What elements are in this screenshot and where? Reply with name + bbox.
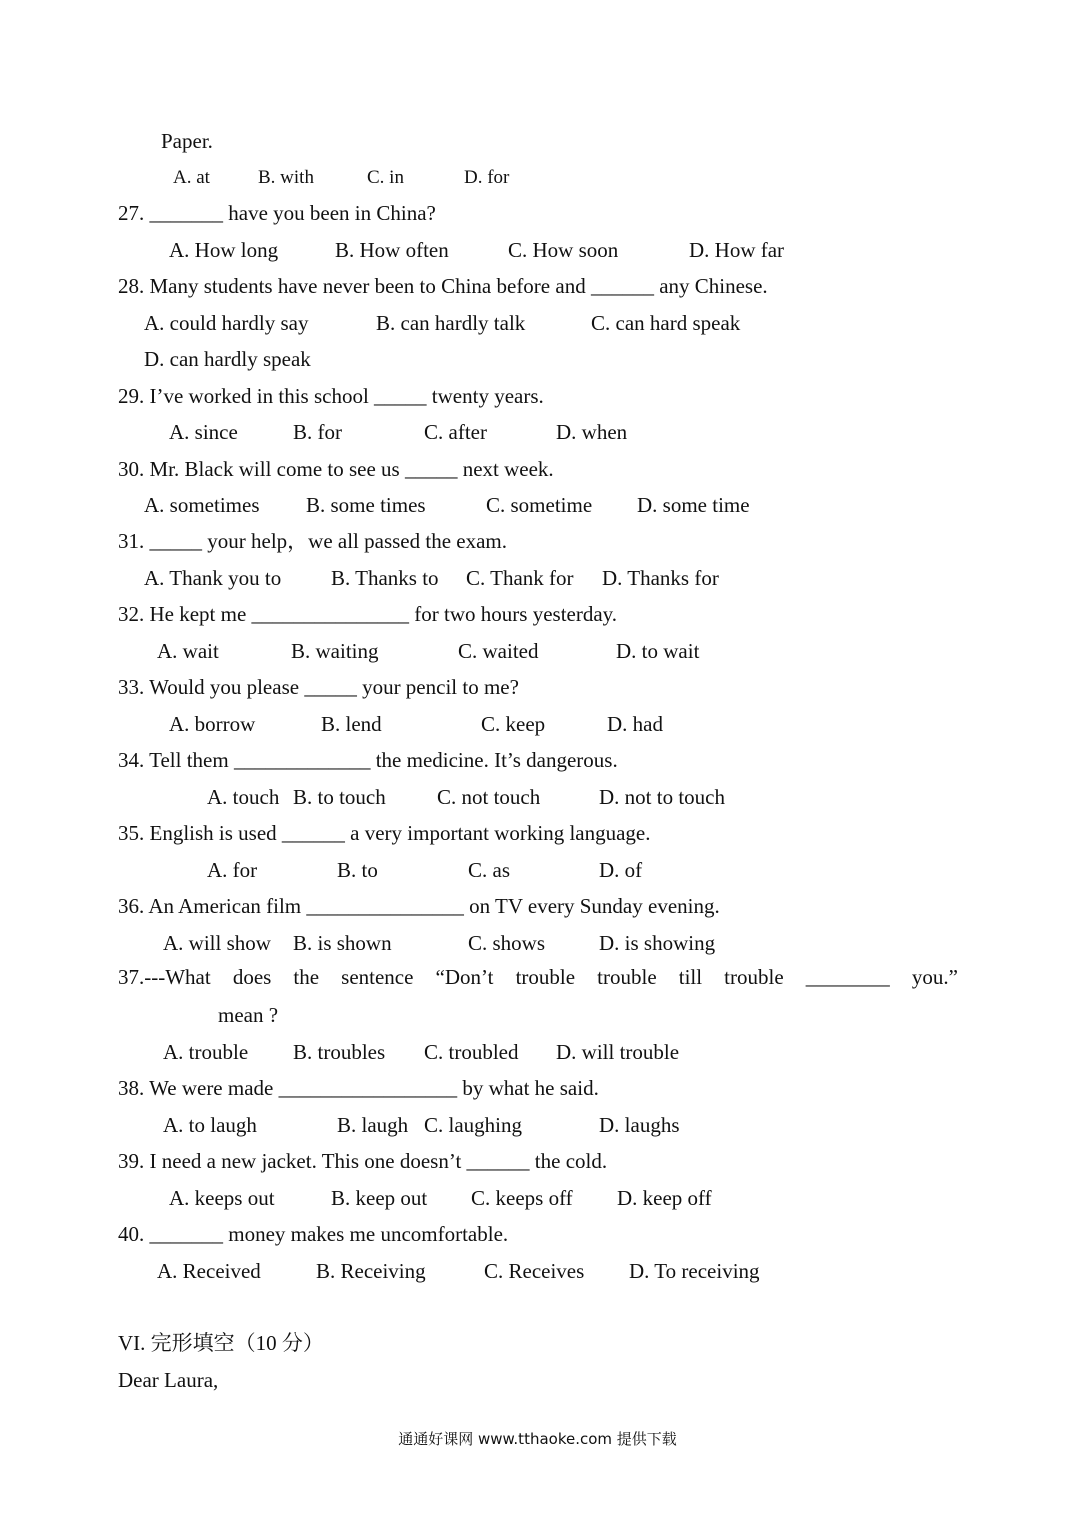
- option-c: C. laughing: [424, 1113, 522, 1137]
- question-38-options: [0, 1112, 680, 1138]
- option-a: A. trouble: [163, 1040, 249, 1064]
- option-b: B. for: [293, 420, 342, 444]
- question-26-options: [0, 165, 510, 191]
- question-40-options: [0, 1258, 760, 1284]
- option-b: B. Receiving: [316, 1259, 426, 1283]
- question-28-stem: 28. Many students have never been to China before and ______ any Chinese.: [118, 274, 768, 298]
- option-d: D. keep off: [617, 1186, 712, 1210]
- question-32-stem: 32. He kept me _______________ for two hours yesterday.: [118, 602, 618, 626]
- option-b: B. to touch: [293, 785, 386, 809]
- option-d: D. Thanks for: [602, 566, 719, 590]
- question-39-options: [0, 1185, 712, 1211]
- question-34-options: [0, 784, 725, 810]
- question-30-stem: 30. Mr. Black will come to see us _____ next week.: [118, 457, 554, 481]
- question-27-stem: 27. _______ have you been in China?: [118, 201, 436, 225]
- option-d: D. will trouble: [556, 1040, 680, 1064]
- option-b: B. with: [258, 167, 314, 188]
- option-c: C. in: [367, 167, 404, 188]
- option-c: C. troubled: [424, 1040, 519, 1064]
- option-a: A. touch: [207, 785, 280, 809]
- question-29-stem: 29. I’ve worked in this school _____ twenty years.: [118, 384, 544, 408]
- option-d: D. laughs: [599, 1113, 680, 1137]
- question-29-options: [0, 419, 628, 445]
- option-d: D. To receiving: [629, 1259, 760, 1283]
- option-b: B. laugh: [337, 1113, 409, 1137]
- option-b: B. troubles: [293, 1040, 386, 1064]
- option-d: D. to wait: [616, 639, 700, 663]
- question-28-options-row1: [0, 310, 741, 336]
- option-d: D. for: [464, 167, 510, 188]
- option-c: C. sometime: [486, 493, 593, 517]
- option-c: C. waited: [458, 639, 539, 663]
- option-d: D. not to touch: [599, 785, 725, 809]
- option-a: A. sometimes: [144, 493, 260, 517]
- option-a: A. to laugh: [163, 1113, 257, 1137]
- option-b: B. to: [337, 858, 378, 882]
- question-27-options: [0, 237, 785, 263]
- option-c: C. shows: [468, 931, 546, 955]
- question-36-options: [0, 930, 716, 956]
- option-d: D. is showing: [599, 931, 716, 955]
- option-c: C. How soon: [508, 238, 619, 262]
- question-31-stem: 31. _____ your help，we all passed the exam.: [118, 529, 507, 553]
- option-c: C. Thank for: [466, 566, 574, 590]
- question-35-options: [0, 857, 643, 883]
- option-d: D. can hardly speak: [144, 347, 311, 371]
- question-32-options: [0, 638, 700, 664]
- option-a: A. at: [173, 167, 210, 188]
- option-a: A. borrow: [169, 712, 256, 736]
- question-33-options: [0, 711, 663, 737]
- option-a: A. Received: [157, 1259, 261, 1283]
- question-35-stem: 35. English is used ______ a very important working language.: [118, 821, 651, 845]
- question-26-continuation: Paper.: [161, 129, 213, 153]
- option-b: B. lend: [321, 712, 382, 736]
- option-d: D. when: [556, 420, 628, 444]
- option-c: C. as: [468, 858, 510, 882]
- question-30-options: [0, 492, 750, 518]
- option-d: D. of: [599, 858, 643, 882]
- option-b: B. is shown: [293, 931, 392, 955]
- question-33-stem: 33. Would you please _____ your pencil to me?: [118, 675, 519, 699]
- option-b: B. Thanks to: [331, 566, 439, 590]
- option-a: A. since: [169, 420, 238, 444]
- option-c: C. can hard speak: [591, 311, 741, 335]
- option-b: B. can hardly talk: [376, 311, 526, 335]
- question-31-options: [0, 565, 719, 591]
- option-d: D. some time: [637, 493, 750, 517]
- question-37-stem: 37.---What does the sentence “Don’t trouble trouble till trouble ________ you.”: [118, 965, 958, 989]
- option-a: A. keeps out: [169, 1186, 275, 1210]
- question-38-stem: 38. We were made _________________ by what he said.: [118, 1076, 599, 1100]
- question-37-options: [0, 1039, 680, 1065]
- question-36-stem: 36. An American film _______________ on TV every Sunday evening.: [118, 894, 720, 918]
- page-footer: 通通好课网 www.tthaoke.com 提供下载: [398, 1430, 677, 1448]
- option-a: A. How long: [169, 238, 279, 262]
- question-34-stem: 34. Tell them _____________ the medicine. It’s dangerous.: [118, 748, 618, 772]
- option-a: A. will show: [163, 931, 271, 955]
- option-c: C. keeps off: [471, 1186, 573, 1210]
- option-c: C. not touch: [437, 785, 541, 809]
- section-6-title: VI. 完形填空（10 分）: [118, 1331, 324, 1355]
- option-a: A. could hardly say: [144, 311, 309, 335]
- option-a: A. wait: [157, 639, 219, 663]
- question-28-options-row2: [0, 346, 311, 372]
- question-40-stem: 40. _______ money makes me uncomfortable.: [118, 1222, 509, 1246]
- option-b: B. waiting: [291, 639, 379, 663]
- letter-greeting: Dear Laura,: [118, 1368, 219, 1392]
- option-d: D. had: [607, 712, 663, 736]
- option-c: C. after: [424, 420, 487, 444]
- question-39-stem: 39. I need a new jacket. This one doesn’t ______ the cold.: [118, 1149, 608, 1173]
- option-d: D. How far: [689, 238, 785, 262]
- option-b: B. some times: [306, 493, 426, 517]
- option-c: C. Receives: [484, 1259, 585, 1283]
- option-b: B. keep out: [331, 1186, 428, 1210]
- option-a: A. for: [207, 858, 258, 882]
- option-a: A. Thank you to: [144, 566, 282, 590]
- question-37-continuation: mean ?: [218, 1003, 279, 1027]
- option-b: B. How often: [335, 238, 449, 262]
- option-c: C. keep: [481, 712, 546, 736]
